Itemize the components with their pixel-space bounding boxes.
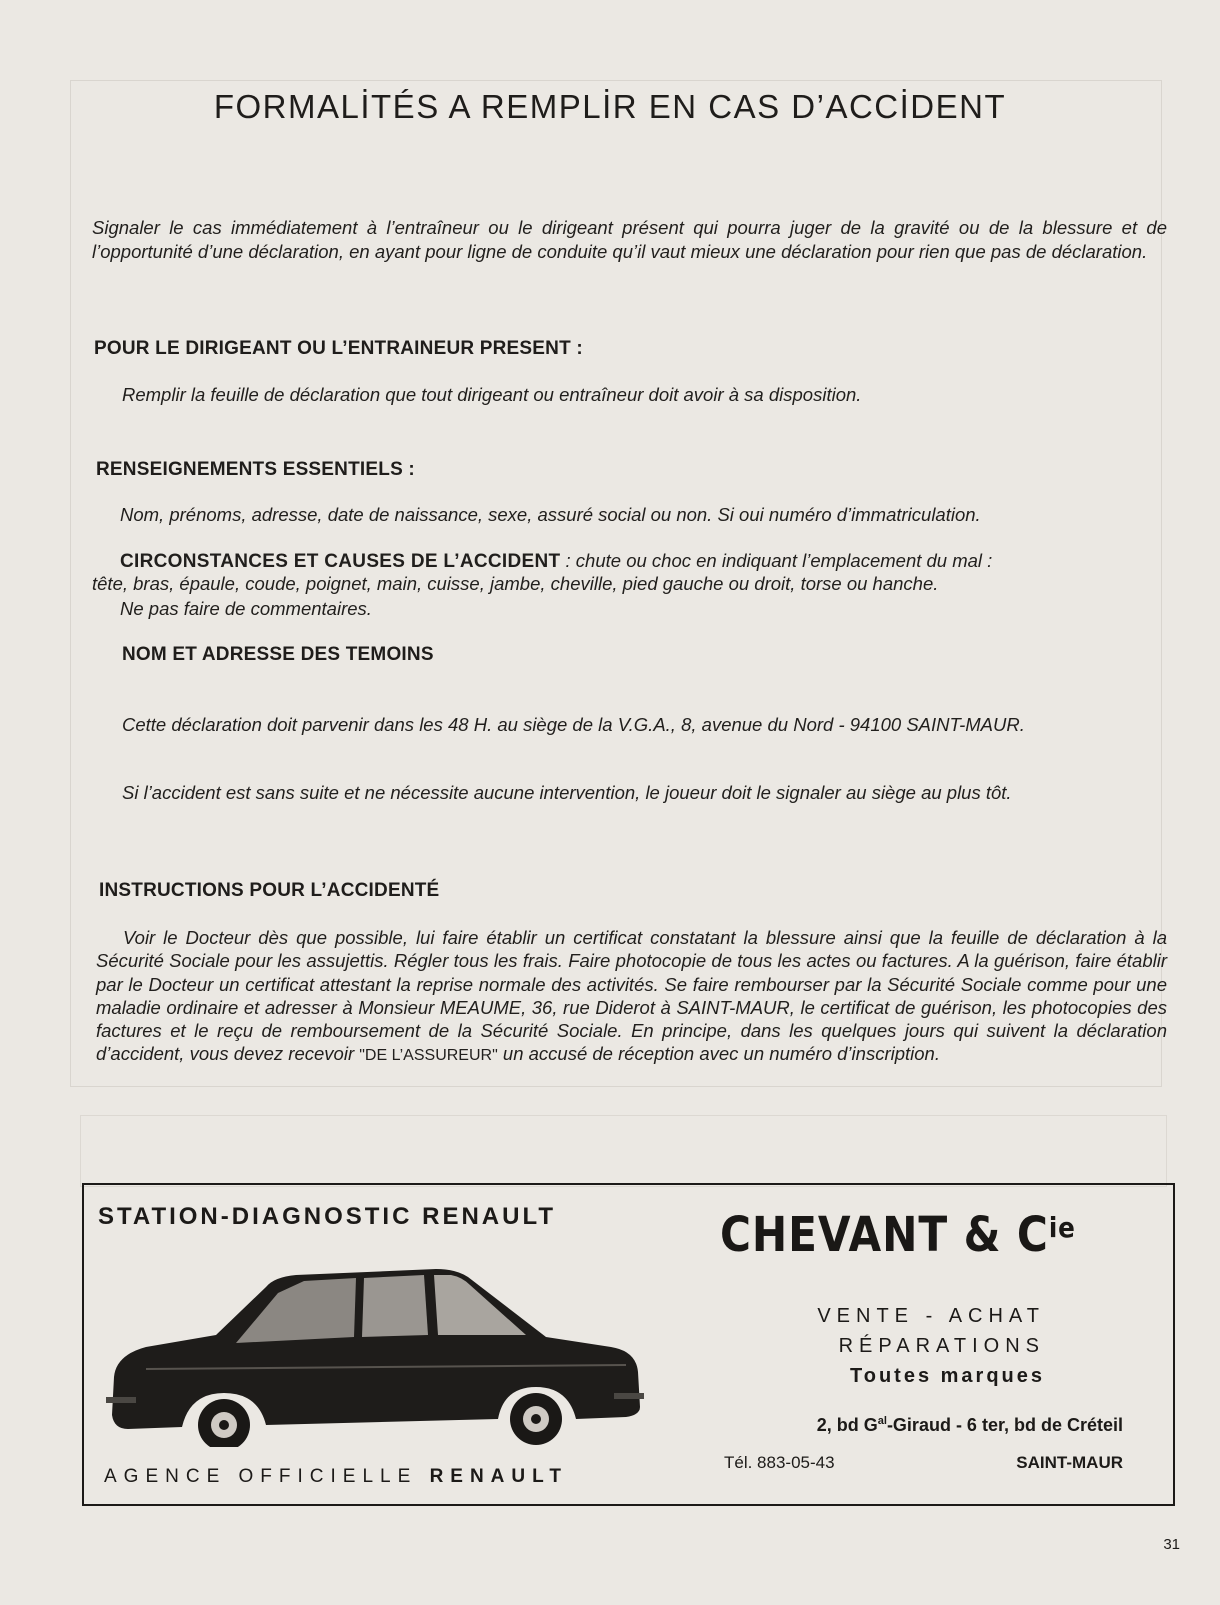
ad-brand-sup: ie	[1048, 1211, 1076, 1244]
text-circonstances-2: tête, bras, épaule, coude, poignet, main, cuisse, jambe, cheville, pied gauche ou droit, torse ou hanche.	[92, 573, 939, 594]
page-number: 31	[1163, 1536, 1180, 1553]
advertisement-box	[82, 1183, 1175, 1506]
ad-address-post: -Giraud - 6 ter, bd de Créteil	[886, 1415, 1123, 1435]
ad-address-pre: 2, bd G	[816, 1415, 878, 1435]
ad-vente-achat: VENTE - ACHAT	[817, 1305, 1045, 1327]
declaration-note: Cette déclaration doit parvenir dans les 48 H. au siège de la V.G.A., 8, avenue du Nord - 94100 SAINT-MAUR.	[122, 714, 1025, 735]
heading-renseignements: RENSEIGNEMENTS ESSENTIELS :	[96, 459, 415, 480]
instructions-end: un accusé de réception avec un numéro d’inscription.	[497, 1043, 940, 1065]
circonstances-line1	[120, 549, 1170, 574]
ad-brand-name	[720, 1207, 1076, 1263]
text-renseignements: Nom, prénoms, adresse, date de naissance, sexe, assuré social ou non. Si oui numéro d’immatriculation.	[120, 504, 981, 525]
heading-instructions: INSTRUCTIONS POUR L’ACCIDENTÉ	[99, 880, 440, 901]
heading-circonstances: CIRCONSTANCES ET CAUSES DE L’ACCIDENT	[120, 551, 561, 572]
text-instructions	[96, 926, 1167, 1068]
ad-reparations: RÉPARATIONS	[838, 1335, 1045, 1357]
ad-toutes-marques: Toutes marques	[850, 1365, 1045, 1387]
ad-address	[817, 1415, 1123, 1436]
ad-city: SAINT-MAUR	[1016, 1453, 1123, 1472]
ad-agence-label	[104, 1466, 568, 1488]
ad-agence-brand: RENAULT	[429, 1466, 568, 1487]
text-circonstances-1: : chute ou choc en indiquant l’emplacement du mal :	[565, 550, 993, 571]
ad-station-text: STATION-DIAGNOSTIC	[98, 1203, 413, 1230]
ad-telephone: Tél. 883-05-43	[724, 1453, 835, 1472]
ad-brand-text: CHEVANT & C	[720, 1207, 1049, 1263]
text-circonstances-3: Ne pas faire de commentaires.	[120, 598, 372, 619]
intro-paragraph: Signaler le cas immédiatement à l’entraîneur ou le dirigeant présent qui pourra juger de la gravité ou de la blessure et de l’opportunité d’une déclaration, en ayant pour ligne de conduite qu’il vaut mieux une déclaration pour rien que pas de déclaration.	[92, 217, 1167, 262]
text-dirigeant: Remplir la feuille de déclaration que tout dirigeant ou entraîneur doit avoir à sa disposition.	[122, 384, 862, 405]
sans-suite-note: Si l’accident est sans suite et ne nécessite aucune intervention, le joueur doit le signaler au siège au plus tôt.	[122, 782, 1012, 803]
heading-dirigeant: POUR LE DIRIGEANT OU L’ENTRAINEUR PRESENT :	[94, 338, 583, 359]
instructions-quoted: "DE L’ASSUREUR"	[359, 1047, 498, 1065]
ad-agence-text: AGENCE OFFICIELLE	[104, 1466, 418, 1487]
ad-station-brand: RENAULT	[422, 1203, 556, 1230]
instructions-body: Voir le Docteur dès que possible, lui faire établir un certificat constatant la blessure ainsi que la feuille de déclaration à la Sécurité Sociale pour les assujettis. Régler tous les frais. Faire photocopie de tous les actes ou factures. A la guérison, faire établir par le Docteur un certificat attestant la reprise normale des activités. Se faire rembourser par la Sécurité Sociale comme pour une maladie ordinaire et adresser à Monsieur MEAUME, 36, rue Diderot à SAINT-MAUR, le certificat de guérison, les photocopies des factures et le reçu de remboursement de la Sécurité Sociale. En principe, dans les quelques jours qui suivent la déclaration d’accident, vous devez recevoir	[96, 927, 1167, 1065]
heading-temoins: NOM ET ADRESSE DES TEMOINS	[122, 644, 434, 665]
ad-address-sup: al	[877, 1415, 887, 1427]
renault-car-illustration	[106, 1247, 646, 1447]
page-title: FORMALİTÉS A REMPLİR EN CAS D’ACCİDENT	[213, 88, 1007, 125]
ad-station-label	[98, 1203, 556, 1231]
faint-background-frame-lower	[80, 1115, 1167, 1187]
